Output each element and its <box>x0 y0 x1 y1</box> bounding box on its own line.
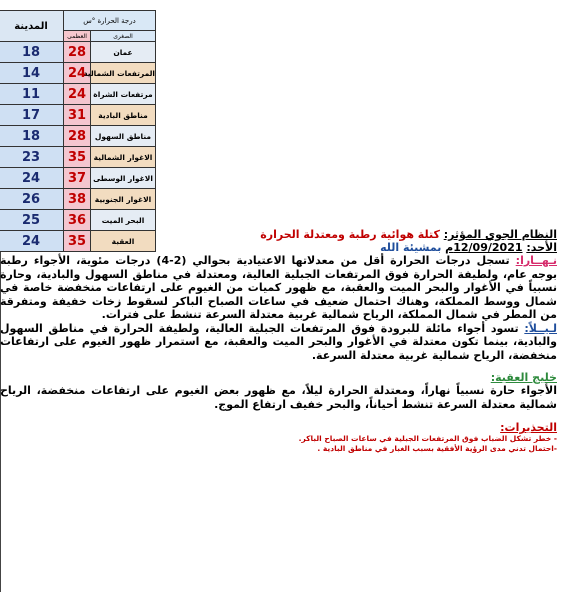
warnings-label: التحذيرات: <box>500 421 557 434</box>
date-note: بمشيئة الله <box>380 241 442 254</box>
date-value: 12/09/2021م <box>445 241 523 254</box>
header-min: الصغرى <box>91 31 156 42</box>
max-temp-cell: 36 <box>64 210 91 231</box>
table-row <box>0 84 156 105</box>
table-row <box>0 189 156 210</box>
night-text: تسود أجواء مائلة للبرودة فوق المرتفعات الجبلية العالية، ولطيفة الحرارة في مناطق السهول والبادية، بينما تكون معتدلة في الأغوار والبحر الميت والعقبة، مع استمرار ظهور الغيوم على ارتفاعات منخفضة، الرياح شمالية غربية معتدلة السرعة. <box>0 321 557 362</box>
warnings-heading <box>0 421 557 434</box>
temperature-table <box>0 10 156 252</box>
city-name-cell: البحر الميت <box>91 210 156 231</box>
min-temp-cell: 11 <box>0 84 64 105</box>
date-label: الأحد: <box>526 241 557 254</box>
max-temp-cell: 24 <box>64 63 91 84</box>
header-temperature: درجة الحرارة °س <box>64 11 156 31</box>
table-row <box>0 147 156 168</box>
table-row <box>0 42 156 63</box>
forecast-text <box>0 228 557 454</box>
min-temp-cell: 24 <box>0 168 64 189</box>
header-max: العظمى <box>64 31 91 42</box>
gulf-heading <box>0 371 557 384</box>
system-line <box>0 228 557 241</box>
table-header-row <box>0 11 156 31</box>
system-value: كتلة هوائية رطبة ومعتدلة الحرارة <box>260 228 440 241</box>
gulf-label: خليج العقبة: <box>490 371 557 384</box>
header-city: المدينة <box>0 11 64 42</box>
max-temp-cell: 31 <box>64 105 91 126</box>
gulf-text: الأجواء حارة نسبياً نهاراً، ومعتدلة الحرارة ليلاً، مع ظهور بعض الغيوم على ارتفاعات منخفضة، الرياح شمالية معتدلة السرعة تنشط أحياناً، والبحر خفيف ارتفاع الموج. <box>0 384 557 411</box>
table-row <box>0 105 156 126</box>
min-temp-cell: 18 <box>0 42 64 63</box>
city-name-cell: الاغوار الجنوبية <box>91 189 156 210</box>
min-temp-cell: 25 <box>0 210 64 231</box>
max-temp-cell: 28 <box>64 126 91 147</box>
min-temp-cell: 14 <box>0 63 64 84</box>
max-temp-cell: 37 <box>64 168 91 189</box>
city-name-cell: العقبة <box>91 231 156 252</box>
date-line <box>0 241 557 254</box>
system-label: النظام الجوي المؤثر: <box>443 228 557 241</box>
min-temp-cell: 26 <box>0 189 64 210</box>
city-name-cell: المرتفعات الشمالية <box>91 63 156 84</box>
city-name-cell: الاغوار الشمالية <box>91 147 156 168</box>
day-label: نـهــارا: <box>515 254 557 267</box>
city-name-cell: الاغوار الوسطى <box>91 168 156 189</box>
max-temp-cell: 35 <box>64 231 91 252</box>
min-temp-cell: 18 <box>0 126 64 147</box>
warning-item: -احتمال تدني مدى الرؤية الأفقية بسبب الغبار في مناطق البادية . <box>317 444 557 453</box>
table-row <box>0 126 156 147</box>
warning-item: - خطر تشكل الضباب فوق المرتفعات الجبلية في ساعات الصباح الباكر. <box>298 434 557 443</box>
day-paragraph <box>0 254 557 322</box>
city-name-cell: مناطق السهول <box>91 126 156 147</box>
city-name-cell: مرتفعات الشراة <box>91 84 156 105</box>
max-temp-cell: 24 <box>64 84 91 105</box>
night-label: لـيــلاً: <box>524 321 557 335</box>
table-row <box>0 168 156 189</box>
city-name-cell: عمان <box>91 42 156 63</box>
min-temp-cell: 24 <box>0 231 64 252</box>
min-temp-cell: 17 <box>0 105 64 126</box>
table-row <box>0 63 156 84</box>
night-paragraph <box>0 322 557 363</box>
gulf-paragraph <box>0 384 557 411</box>
max-temp-cell: 28 <box>64 42 91 63</box>
max-temp-cell: 38 <box>64 189 91 210</box>
max-temp-cell: 35 <box>64 147 91 168</box>
min-temp-cell: 23 <box>0 147 64 168</box>
city-name-cell: مناطق البادية <box>91 105 156 126</box>
day-text: تسجل درجات الحرارة أقل من معدلاتها الاعتيادية بحوالي (2-4) درجات مئوية، الأجواء رطبة بوجه عام، ولطيفة الحرارة فوق المرتفعات الجبلية العالية، ومعتدلة في مناطق السهول والبادية، وحارة نسبياً في الأغوار والبحر الميت والعقبة، مع ظهور كميات من الغيوم على ارتفاعات منخفضة خاصة في شمال ووسط المملكة، وهناك احتمال ضعيف في ساعات الصباح الباكر لسقوط زخات خفيفة ومتفرقة من المطر في شمال المملكة، الرياح شمالية غربية معتدلة السرعة تنشط على فترات. <box>0 254 557 321</box>
